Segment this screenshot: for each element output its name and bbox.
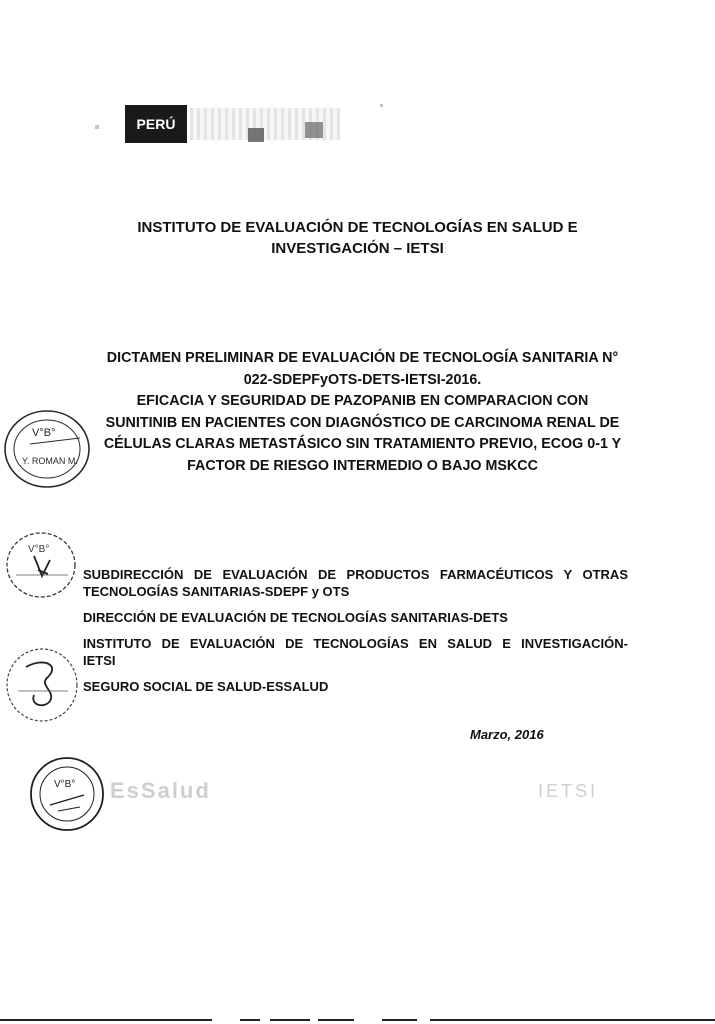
bottom-rule bbox=[430, 1019, 715, 1021]
org-line: SEGURO SOCIAL DE SALUD-ESSALUD bbox=[83, 679, 329, 694]
org-essalud bbox=[83, 678, 628, 695]
institute-title bbox=[100, 217, 615, 259]
stamp-vb-text: V°B° bbox=[54, 779, 76, 790]
scan-speck bbox=[248, 128, 264, 142]
document-date: Marzo, 2016 bbox=[470, 727, 544, 742]
approval-stamp-icon bbox=[4, 645, 80, 725]
approval-stamp-icon bbox=[28, 755, 106, 833]
bottom-rule bbox=[318, 1019, 354, 1021]
bottom-rule bbox=[0, 1019, 212, 1021]
scan-speck bbox=[305, 122, 323, 138]
stamp-name-text: Y. ROMAN M. bbox=[22, 456, 78, 466]
approval-stamp-icon bbox=[4, 530, 78, 600]
org-line: TECNOLOGÍAS SANITARIAS-SDEPF y OTS bbox=[83, 584, 350, 599]
dictamen-line: DICTAMEN PRELIMINAR DE EVALUACIÓN DE TECNOLOGÍA SANITARIA N° bbox=[106, 350, 619, 366]
org-line: DIRECCIÓN DE EVALUACIÓN DE TECNOLOGÍAS SANITARIAS-DETS bbox=[83, 610, 508, 625]
bottom-rule bbox=[240, 1019, 260, 1021]
org-line: IETSI bbox=[83, 653, 116, 668]
institute-title-line: INVESTIGACIÓN – IETSI bbox=[271, 240, 444, 257]
institute-title-line: INSTITUTO DE EVALUACIÓN DE TECNOLOGÍAS EN SALUD E bbox=[137, 219, 578, 236]
org-sdepf bbox=[83, 566, 628, 600]
org-line: INSTITUTO DE EVALUACIÓN DE TECNOLOGÍAS EN SALUD E INVESTIGACIÓN- bbox=[83, 636, 628, 651]
dictamen-line: FACTOR DE RIESGO INTERMEDIO O BAJO MSKCC bbox=[187, 457, 538, 474]
stamp-vb-text: V°B° bbox=[28, 544, 50, 555]
peru-logo-text: PERÚ bbox=[136, 116, 176, 132]
dictamen-title bbox=[80, 348, 645, 477]
bottom-rule bbox=[382, 1019, 417, 1021]
dictamen-line: EFICACIA Y SEGURIDAD DE PAZOPANIB EN COMPARACION CON bbox=[136, 393, 589, 409]
org-line: SUBDIRECCIÓN DE EVALUACIÓN DE PRODUCTOS FARMACÉUTICOS Y OTRAS bbox=[83, 567, 628, 582]
org-ietsi bbox=[83, 635, 628, 669]
dictamen-line: 022-SDEPFyOTS-DETS-IETSI-2016. bbox=[243, 371, 482, 388]
approval-stamp-icon bbox=[2, 408, 92, 490]
dictamen-line: CÉLULAS CLARAS METASTÁSICO SIN TRATAMIENTO PREVIO, ECOG 0-1 Y bbox=[103, 436, 622, 452]
scan-speck bbox=[95, 125, 99, 129]
scan-speck bbox=[380, 104, 383, 107]
dictamen-line: SUNITINIB EN PACIENTES CON DIAGNÓSTICO DE CARCINOMA RENAL DE bbox=[105, 414, 620, 431]
peru-logo bbox=[125, 105, 187, 143]
org-dets bbox=[83, 609, 628, 626]
bottom-rule bbox=[270, 1019, 310, 1021]
stamp-vb-text: V°B° bbox=[32, 427, 56, 439]
essalud-logo: EsSalud bbox=[110, 778, 211, 803]
organizations-list bbox=[83, 566, 628, 704]
ietsi-logo: IETSI bbox=[538, 781, 599, 801]
